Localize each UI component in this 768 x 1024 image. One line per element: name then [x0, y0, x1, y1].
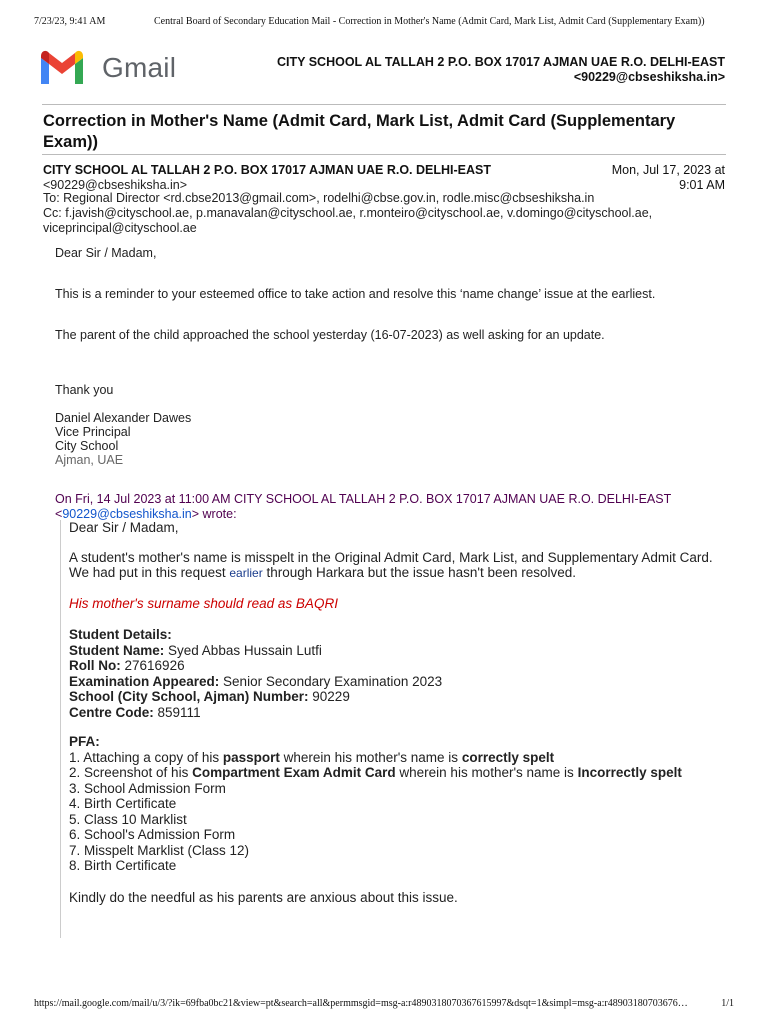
gmail-brand	[38, 48, 188, 88]
signature-name: Daniel Alexander Dawes	[55, 411, 192, 425]
divider	[42, 104, 726, 105]
message-date	[575, 163, 725, 193]
detail-label: Roll No:	[69, 658, 121, 673]
pfa-bold: correctly spelt	[461, 749, 555, 765]
pfa-bold: passport	[222, 749, 280, 765]
closing-line: Kindly do the needful as his parents are anxious about this issue.	[69, 889, 458, 905]
email-subject: Correction in Mother's Name (Admit Card, Mark List, Admit Card (Supplementary Exam))	[43, 112, 676, 151]
quote-paragraph-word: earlier	[229, 566, 263, 580]
account-name: CITY SCHOOL AL TALLAH 2 P.O. BOX 17017 AJMAN UAE R.O. DELHI-EAST	[277, 55, 725, 69]
gmail-m-logo-icon	[38, 48, 86, 86]
sender-email: <90229@cbseshiksha.in>	[43, 178, 188, 192]
detail-school-number	[69, 689, 729, 705]
pfa-heading: PFA:	[69, 734, 100, 749]
detail-exam	[69, 674, 729, 690]
message-body	[55, 246, 735, 467]
surname-note: His mother's surname should read as BAQRI	[69, 595, 338, 611]
detail-value: 27616926	[124, 658, 185, 673]
signature-org: City School	[55, 439, 119, 453]
quote-header-lt: <	[55, 507, 63, 521]
page-number: 1/1	[721, 998, 734, 1009]
quote-header-suffix: > wrote:	[191, 507, 237, 521]
signature-title: Vice Principal	[55, 425, 131, 439]
body-paragraph: This is a reminder to your esteemed office to take action and resolve this ‘name change’ issue at the earliest.	[55, 287, 656, 301]
quoted-sender-email-link[interactable]: 90229@cbseshiksha.in	[62, 507, 192, 521]
to-line: To: Regional Director <rd.cbse2013@gmail.com>, rodelhi@cbse.gov.in, rodle.misc@cbseshiksha.in	[43, 191, 595, 205]
recipients	[43, 191, 733, 236]
detail-value: 859111	[157, 704, 201, 720]
detail-label: School (City School, Ajman) Number:	[69, 689, 309, 704]
divider	[42, 154, 726, 155]
quote-paragraph-text: through Harkara but the issue hasn't been resolved.	[266, 565, 577, 580]
pfa-bold: Incorrectly spelt	[577, 765, 682, 780]
detail-value: Syed Abbas Hussain Lutfi	[168, 642, 322, 658]
detail-label: Student Name:	[69, 642, 165, 658]
account-email: <90229@cbseshiksha.in>	[573, 70, 725, 84]
pfa-bold: Compartment Exam Admit Card	[192, 765, 396, 780]
pfa-item: 5. Class 10 Marklist	[69, 811, 187, 827]
detail-label: Examination Appeared:	[69, 673, 220, 689]
sender-block	[43, 163, 603, 193]
detail-student-name	[69, 643, 729, 659]
pfa-item: 4. Birth Certificate	[69, 796, 177, 811]
message-date-line2: 9:01 AM	[679, 178, 725, 192]
pfa-text: 2. Screenshot of his	[69, 765, 189, 780]
details-heading: Student Details:	[69, 627, 172, 642]
detail-value: Senior Secondary Examination 2023	[223, 673, 443, 689]
print-footer	[34, 998, 734, 1012]
quote-header	[55, 492, 735, 522]
quote-paragraph	[69, 550, 729, 582]
quote-greeting: Dear Sir / Madam,	[69, 520, 179, 535]
print-url: https://mail.google.com/mail/u/3/?ik=69fba0bc21&view=pt&search=all&permmsgid=msg-a:r4890318070367615997&dsqt=1&simpl=msg-a:r48903180703676…	[34, 998, 688, 1009]
signature-location: Ajman, UAE	[55, 453, 124, 467]
message-date-line1: Mon, Jul 17, 2023 at	[611, 163, 725, 177]
greeting: Dear Sir / Madam,	[55, 246, 157, 260]
pfa-item: 8. Birth Certificate	[69, 858, 177, 873]
detail-roll-no	[69, 658, 729, 674]
pfa-item	[69, 765, 729, 781]
quote-header-text: On Fri, 14 Jul 2023 at 11:00 AM CITY SCHOOL AL TALLAH 2 P.O. BOX 17017 AJMAN UAE R.O. DELHI-EAST	[55, 492, 672, 506]
pfa-text: 1. Attaching a copy of his	[69, 749, 220, 765]
body-paragraph: The parent of the child approached the school yesterday (16-07-2023) as well asking for an update.	[55, 328, 605, 342]
gmail-wordmark: Gmail	[102, 52, 177, 83]
pfa-item: 3. School Admission Form	[69, 780, 226, 796]
thanks: Thank you	[55, 383, 114, 397]
quoted-message	[60, 520, 729, 938]
print-header	[34, 16, 734, 30]
cc-line: Cc: f.javish@cityschool.ae, p.manavalan@cityschool.ae, r.monteiro@cityschool.ae, v.domingo@cityschool.ae, viceprincipal@cityschool.ae	[43, 206, 653, 235]
pfa-item: 7. Misspelt Marklist (Class 12)	[69, 842, 250, 858]
pfa-text: wherein his mother's name is	[283, 749, 459, 765]
quote-paragraph-text: A student's mother's name is misspelt in the Original Admit Card, Mark List, and Supplementary Admit Card. We had put in this request	[69, 549, 713, 580]
pfa-item	[69, 750, 729, 766]
print-title: Central Board of Secondary Education Mail - Correction in Mother's Name (Admit Card, Mark List, Admit Card (Supplementary Exam))	[154, 16, 705, 27]
pfa-text: wherein his mother's name is	[399, 765, 574, 780]
print-date: 7/23/23, 9:41 AM	[34, 16, 106, 27]
detail-value: 90229	[312, 689, 350, 704]
pfa-item: 6. School's Admission Form	[69, 827, 236, 842]
account-block	[277, 55, 725, 85]
detail-label: Centre Code:	[69, 704, 154, 720]
sender-name: CITY SCHOOL AL TALLAH 2 P.O. BOX 17017 AJMAN UAE R.O. DELHI-EAST	[43, 163, 491, 177]
detail-centre-code	[69, 705, 729, 721]
